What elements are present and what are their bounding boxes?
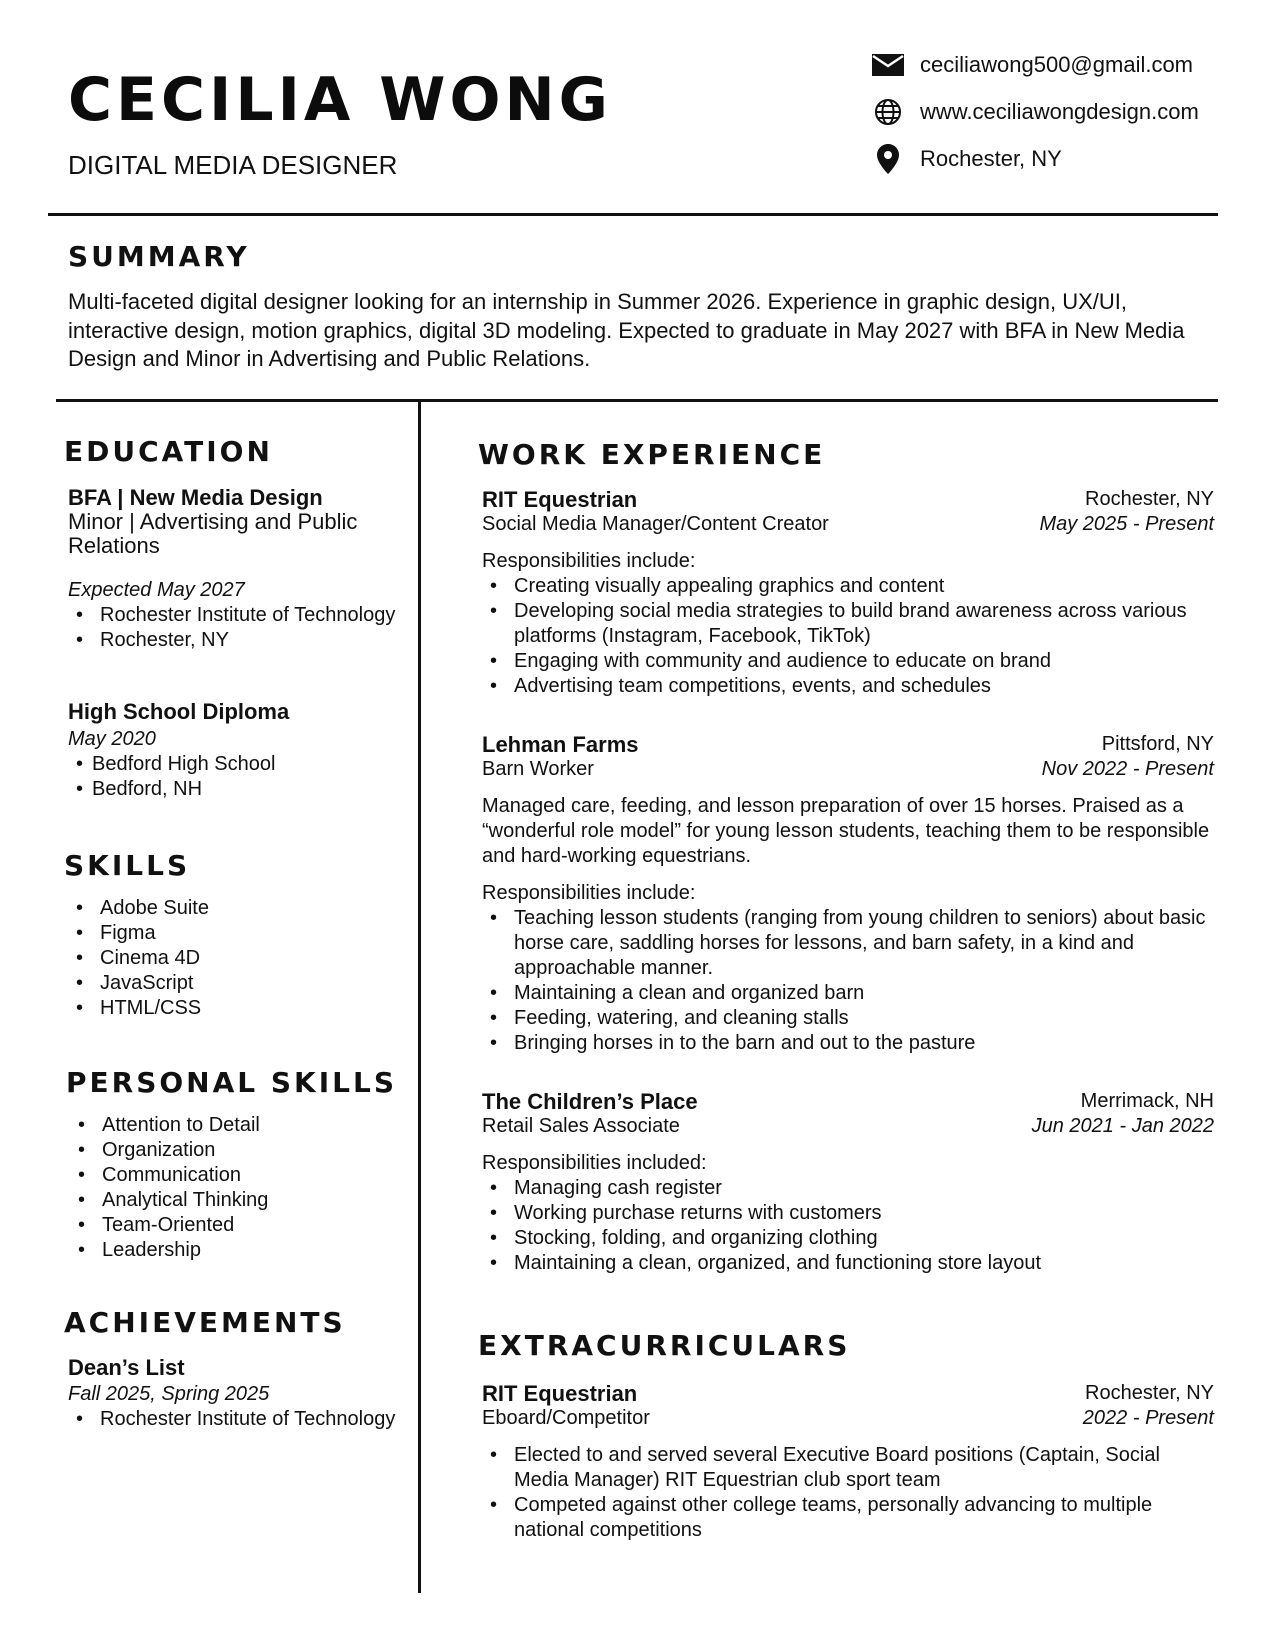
skills-heading: SKILLS (64, 849, 191, 882)
list-item: • Competed against other college teams, personally advancing to multiple national competitions (482, 1493, 1214, 1543)
list-item: • HTML/CSS (68, 996, 408, 1021)
job-location: Merrimack, NH (1080, 1090, 1214, 1112)
list-item: • Creating visually appealing graphics and content (482, 574, 1214, 599)
job-company: The Children’s Place (482, 1089, 698, 1114)
achievement-title: Dean’s List (68, 1355, 185, 1380)
summary-text: Multi-faceted digital designer looking for an internship in Summer 2026. Experience in graphic design, UX/UI, interactive design, motion graphics, digital 3D modeling. Expected to graduate in May 2027 with BFA in New Media Design and Minor in Advertising and Public Relations. (68, 289, 1185, 371)
job-intro: Responsibilities include: (482, 550, 696, 572)
candidate-name: CECILIA WONG (68, 65, 612, 135)
education-entry (68, 699, 408, 802)
list-item: • JavaScript (68, 971, 408, 996)
list-item: • Stocking, folding, and organizing clothing (482, 1226, 1214, 1251)
summary-divider (56, 399, 1218, 402)
extracurricular-location: Rochester, NY (1085, 1382, 1214, 1404)
list-item: • Rochester Institute of Technology (68, 1407, 408, 1432)
job-location: Pittsford, NY (1101, 733, 1214, 755)
job-entry (482, 732, 1214, 1056)
job-entry (482, 1089, 1214, 1276)
contact-location (870, 142, 1062, 176)
list-item: • Figma (68, 921, 408, 946)
job-location: Rochester, NY (1085, 488, 1214, 510)
list-item: • Team-Oriented (70, 1213, 410, 1238)
list-item: • Managing cash register (482, 1176, 1214, 1201)
list-item: • Leadership (70, 1238, 410, 1263)
job-company: RIT Equestrian (482, 487, 638, 512)
globe-icon (870, 97, 906, 127)
list-item: • Advertising team competitions, events, and schedules (482, 674, 1214, 699)
skills-list (68, 896, 408, 1021)
list-item: • Maintaining a clean, organized, and functioning store layout (482, 1251, 1214, 1276)
list-item: • Communication (70, 1163, 410, 1188)
education-heading: EDUCATION (64, 435, 273, 468)
list-item: • Analytical Thinking (70, 1188, 410, 1213)
extracurricular-entry (482, 1381, 1214, 1543)
list-item: • Maintaining a clean and organized barn (482, 981, 1214, 1006)
list-item: • Teaching lesson students (ranging from young children to seniors) about basic horse care, saddling horses for lessons, and barn safety, in a kind and approachable manner. (482, 906, 1214, 981)
list-item: • Bringing horses in to the barn and out to the pasture (482, 1031, 1214, 1056)
job-title: DIGITAL MEDIA DESIGNER (68, 150, 398, 180)
education-degree: High School Diploma (68, 699, 290, 724)
list-item: • Elected to and served several Executive Board positions (Captain, Social Media Manager) RIT Equestrian club sport team (482, 1443, 1214, 1493)
job-intro: Responsibilities included: (482, 1152, 707, 1174)
achievement-entry (68, 1355, 408, 1432)
summary-heading: SUMMARY (68, 240, 250, 273)
job-dates: May 2025 - Present (1039, 513, 1214, 535)
email-text: ceciliawong500@gmail.com (920, 52, 1194, 77)
list-item: • Bedford High School (68, 752, 408, 777)
list-item: • Cinema 4D (68, 946, 408, 971)
extracurricular-dates: 2022 - Present (1082, 1407, 1214, 1429)
achievement-date: Fall 2025, Spring 2025 (68, 1383, 270, 1405)
list-item: • Attention to Detail (70, 1113, 410, 1138)
personal-skills-heading: PERSONAL SKILLS (66, 1066, 398, 1099)
extracurricular-role: Eboard/Competitor (482, 1407, 650, 1429)
education-degree: BFA | New Media Design (68, 485, 323, 510)
list-item: • Feeding, watering, and cleaning stalls (482, 1006, 1214, 1031)
achievements-heading: ACHIEVEMENTS (64, 1306, 346, 1339)
job-role: Retail Sales Associate (482, 1115, 680, 1137)
extracurricular-org: RIT Equestrian (482, 1381, 638, 1406)
job-intro: Responsibilities include: (482, 882, 696, 904)
contact-email (870, 48, 1193, 82)
list-item: • Rochester Institute of Technology (68, 603, 408, 628)
education-minor: Minor | Advertising and Public Relations (68, 509, 358, 558)
job-description: Managed care, feeding, and lesson preparation of over 15 horses. Praised as a “wonderful role model” for young lesson students, teaching them to be responsible and hard-working equestrians. (482, 795, 1210, 867)
map-pin-icon (870, 144, 906, 174)
job-dates: Jun 2021 - Jan 2022 (1031, 1115, 1214, 1137)
list-item: • Developing social media strategies to build brand awareness across various platforms (Instagram, Facebook, TikTok) (482, 599, 1214, 649)
list-item: • Adobe Suite (68, 896, 408, 921)
job-dates: Nov 2022 - Present (1041, 758, 1214, 780)
list-item: • Bedford, NH (68, 777, 408, 802)
list-item: • Engaging with community and audience to educate on brand (482, 649, 1214, 674)
list-item: • Working purchase returns with customers (482, 1201, 1214, 1226)
work-heading: WORK EXPERIENCE (478, 438, 826, 471)
job-role: Social Media Manager/Content Creator (482, 513, 829, 535)
job-role: Barn Worker (482, 758, 594, 780)
personal-skills-list (70, 1113, 410, 1263)
envelope-icon (870, 50, 906, 80)
website-text: www.ceciliawongdesign.com (920, 99, 1199, 124)
education-date: May 2020 (68, 728, 156, 750)
job-company: Lehman Farms (482, 732, 639, 757)
contact-website (870, 95, 1199, 129)
education-date: Expected May 2027 (68, 579, 245, 601)
header-divider (48, 213, 1218, 216)
job-entry (482, 487, 1214, 699)
column-divider (418, 401, 421, 1593)
education-entry (68, 485, 408, 653)
location-text: Rochester, NY (920, 146, 1062, 171)
list-item: • Rochester, NY (68, 628, 408, 653)
list-item: • Organization (70, 1138, 410, 1163)
extracurriculars-heading: EXTRACURRICULARS (478, 1329, 851, 1362)
